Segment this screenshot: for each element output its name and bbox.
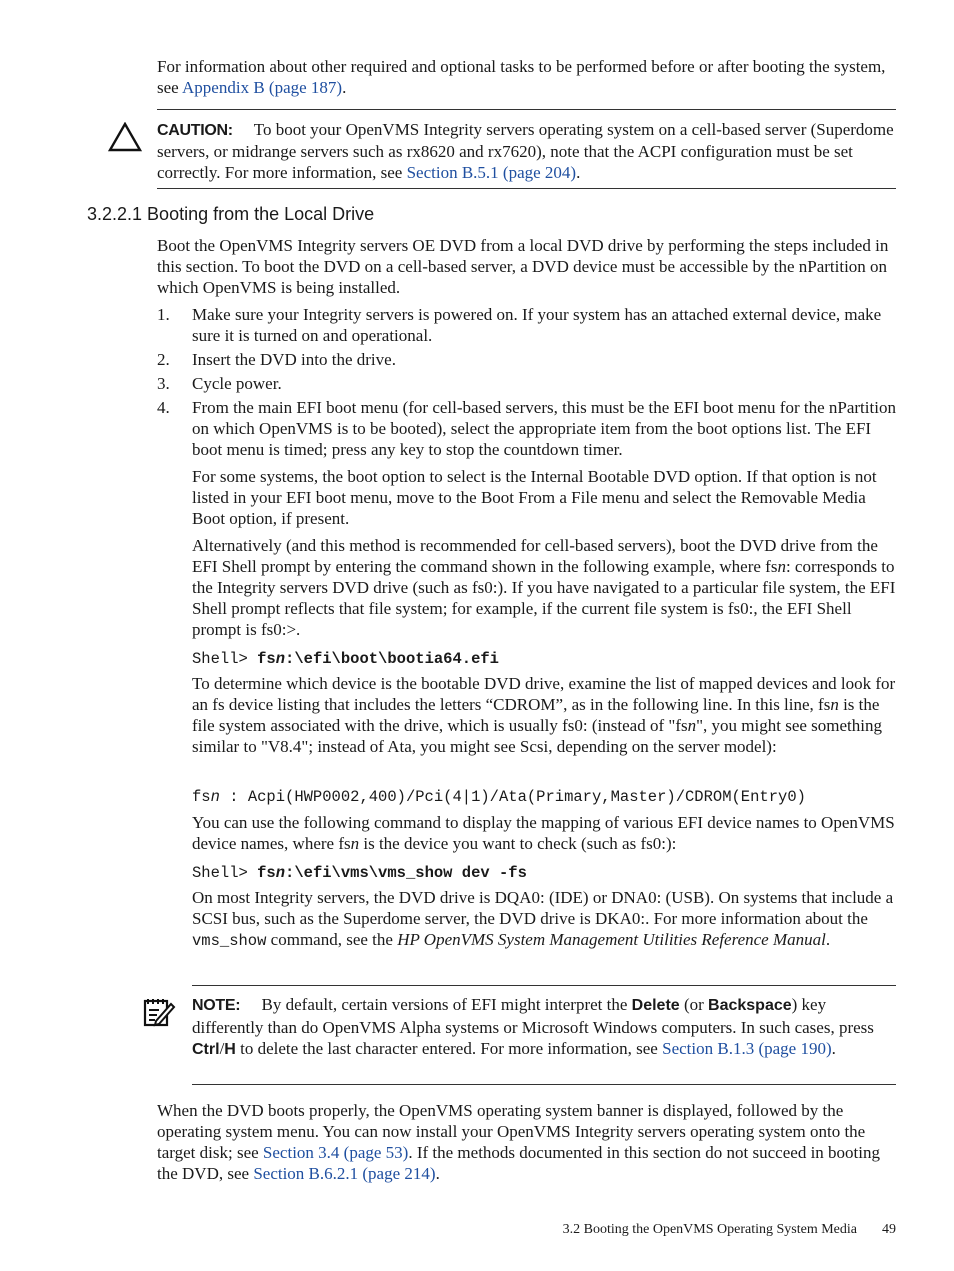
caution-paragraph: CAUTION: To boot your OpenVMS Integrity servers operating system on a cell-based server (Superdome servers, or midrange servers such as rx8620 and rx7620), note that the ACPI configuration must be set correctly. For more information, see Section B.5.1 (page 204). <box>157 120 894 182</box>
section-34-link[interactable]: Section 3.4 (page 53) <box>262 1143 409 1162</box>
delete-key: Delete <box>631 997 680 1014</box>
step-number: 2. <box>157 350 170 369</box>
step-text: Cycle power. <box>192 374 282 393</box>
step4-para5: On most Integrity servers, the DVD drive is DQA0: (IDE) or DNA0: (USB). On systems that include a SCSI bus, such as the Superdome server, the DVD drive is DKA0:. For more information about the vms_show command, see the HP OpenVMS System Management Utilities Reference Manual. <box>192 888 894 950</box>
step4-para4: You can use the following command to display the mapping of various EFI device names to OpenVMS device names, where fsn is the device you want to check (such as fs0:): <box>192 813 895 853</box>
code-shell-boot: Shell> fsn:\efi\boot\bootia64.efi <box>192 650 499 668</box>
section-b51-link[interactable]: Section B.5.1 (page 204) <box>406 163 577 182</box>
step-text: Make sure your Integrity servers is powered on. If your system has an attached external device, make sure it is turned on and operational. <box>192 305 882 345</box>
page-number: 49 <box>882 1222 896 1237</box>
caution-icon <box>108 122 142 152</box>
section-b621-link[interactable]: Section B.6.2.1 (page 214) <box>253 1164 436 1183</box>
appendix-b-link[interactable]: Appendix B (page 187) <box>182 78 343 97</box>
step-number: 4. <box>157 398 170 417</box>
step-number: 1. <box>157 305 170 324</box>
section-heading: 3.2.2.1 Booting from the Local Drive <box>87 204 375 224</box>
h-key: H <box>224 1041 236 1058</box>
step4-para2: Alternatively (and this method is recommended for cell-based servers), boot the DVD drive from the EFI Shell prompt by entering the command shown in the following example, where fsn: corresponds to the Integrity servers DVD drive (such as fs0:). If you have navigated to a particular file system, the EFI Shell prompt reflects that file system; for example, if the current file system is fs0:, the EFI Shell prompt is fs0:>. <box>192 536 896 639</box>
step-number: 3. <box>157 374 170 393</box>
section-intro: Boot the OpenVMS Integrity servers OE DVD from a local DVD drive by performing the steps included in this section. To boot the DVD on a cell-based server, a DVD device must be accessible by the nPartition on which OpenVMS is being installed. <box>157 236 889 297</box>
code-cdrom-mapping: fsn : Acpi(HWP0002,400)/Pci(4|1)/Ata(Primary,Master)/CDROM(Entry0) <box>192 788 806 806</box>
ctrl-key: Ctrl <box>192 1041 220 1058</box>
note-paragraph: NOTE: By default, certain versions of EFI might interpret the Delete (or Backspace) key differently than do OpenVMS Alpha systems or Microsoft Windows computers. In such cases, press Ctrl/H to delete the last character entered. For more information, see Section B.1.3 (page 190). <box>192 995 874 1058</box>
note-top-rule <box>192 985 896 986</box>
caution-top-rule <box>157 109 896 110</box>
closing-paragraph: When the DVD boots properly, the OpenVMS operating system banner is displayed, followed by the operating system menu. You can now install your OpenVMS Integrity servers operating system onto the target disk; see Section 3.4 (page 53). If the methods documented in this section do not succeed in booting the DVD, see Section B.6.2.1 (page 214). <box>157 1101 880 1183</box>
code-vms-show: Shell> fsn:\efi\vms\vms_show dev -fs <box>192 864 527 882</box>
step4-para3: To determine which device is the bootable DVD drive, examine the list of mapped devices and look for an fs device listing that includes the letters “CDROM”, as in the following line. In this line, fsn is the file system associated with the drive, which is usually fs0: (instead of "fsn", you might see something similar to "V8.4"; instead of Ata, you might see Scsi, depending on the server model): <box>192 674 896 756</box>
caution-bottom-rule <box>157 188 896 189</box>
note-bottom-rule <box>192 1084 896 1085</box>
note-label: NOTE: <box>192 997 241 1014</box>
caution-label: CAUTION: <box>157 122 233 139</box>
intro-paragraph: For information about other required and optional tasks to be performed before or after booting the system, see Appendix B (page 187). <box>157 57 886 97</box>
footer-section-title: 3.2 Booting the OpenVMS Operating System Media <box>562 1222 857 1237</box>
step-text: Insert the DVD into the drive. <box>192 350 396 369</box>
note-icon <box>142 996 176 1028</box>
step-text: From the main EFI boot menu (for cell-based servers, this must be the EFI boot menu for the nPartition on which OpenVMS is to be booted), select the appropriate item from the boot options list. The EFI boot menu is timed; press any key to stop the countdown timer. <box>192 398 896 459</box>
section-b13-link[interactable]: Section B.1.3 (page 190) <box>662 1039 832 1058</box>
step4-para1: For some systems, the boot option to select is the Internal Bootable DVD option. If that option is not listed in your EFI boot menu, move to the Boot From a File menu and select the Removable Media Boot option, if present. <box>192 467 877 528</box>
backspace-key: Backspace <box>708 997 792 1014</box>
